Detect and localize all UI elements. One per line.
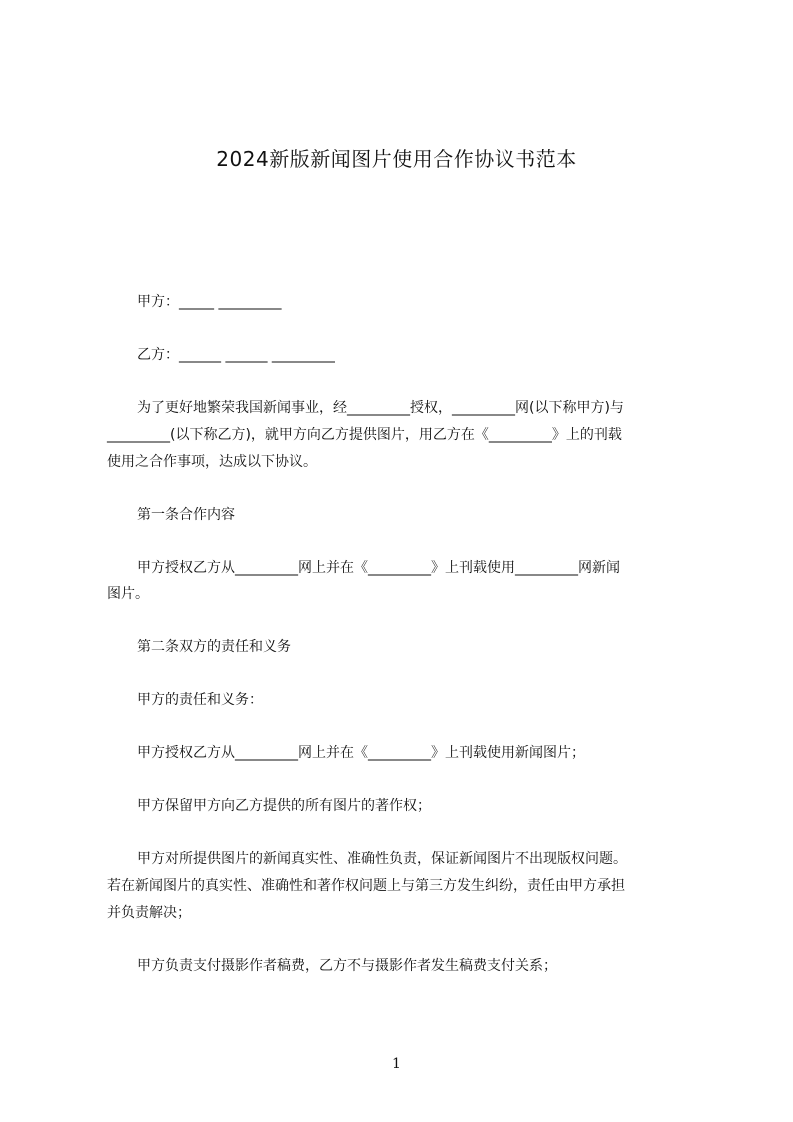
party-b-line: 乙方：______ ______ _________ <box>137 347 335 363</box>
article-1-paragraph-line-1: 甲方授权乙方从_________网上并在《_________》上刊载使用_________网新闻 <box>137 560 620 576</box>
article-1-paragraph-line-2: 图片。 <box>107 586 149 602</box>
duty-item-3-line-1: 甲方对所提供图片的新闻真实性、准确性负责，保证新闻图片不出现版权问题。 <box>137 851 627 867</box>
duty-item-3-line-2: 若在新闻图片的真实性、准确性和著作权问题上与第三方发生纠纷，责任由甲方承担 <box>107 878 625 894</box>
intro-paragraph-line-2: _________(以下称乙方)，就甲方向乙方提供图片，用乙方在《_________》上的刊载 <box>107 427 622 443</box>
intro-paragraph-line-3: 使用之合作事项，达成以下协议。 <box>107 454 317 470</box>
party-a-duties-heading: 甲方的责任和义务： <box>137 692 263 708</box>
duty-item-4: 甲方负责支付摄影作者稿费，乙方不与摄影作者发生稿费支付关系； <box>137 958 557 974</box>
duty-item-3-line-3: 并负责解决； <box>107 905 191 921</box>
duty-item-2: 甲方保留甲方向乙方提供的所有图片的著作权； <box>137 798 431 814</box>
intro-paragraph-line-1: 为了更好地繁荣我国新闻事业，经_________授权，_________网(以下称甲方)与 <box>137 400 624 416</box>
article-2-heading: 第二条双方的责任和义务 <box>137 639 291 655</box>
page-number: 1 <box>392 1056 401 1072</box>
document-title: 2024新版新闻图片使用合作协议书范本 <box>216 147 577 171</box>
party-a-line: 甲方：_____ _________ <box>137 294 282 310</box>
duty-item-1: 甲方授权乙方从_________网上并在《_________》上刊载使用新闻图片； <box>137 745 585 761</box>
article-1-heading: 第一条合作内容 <box>137 507 235 523</box>
